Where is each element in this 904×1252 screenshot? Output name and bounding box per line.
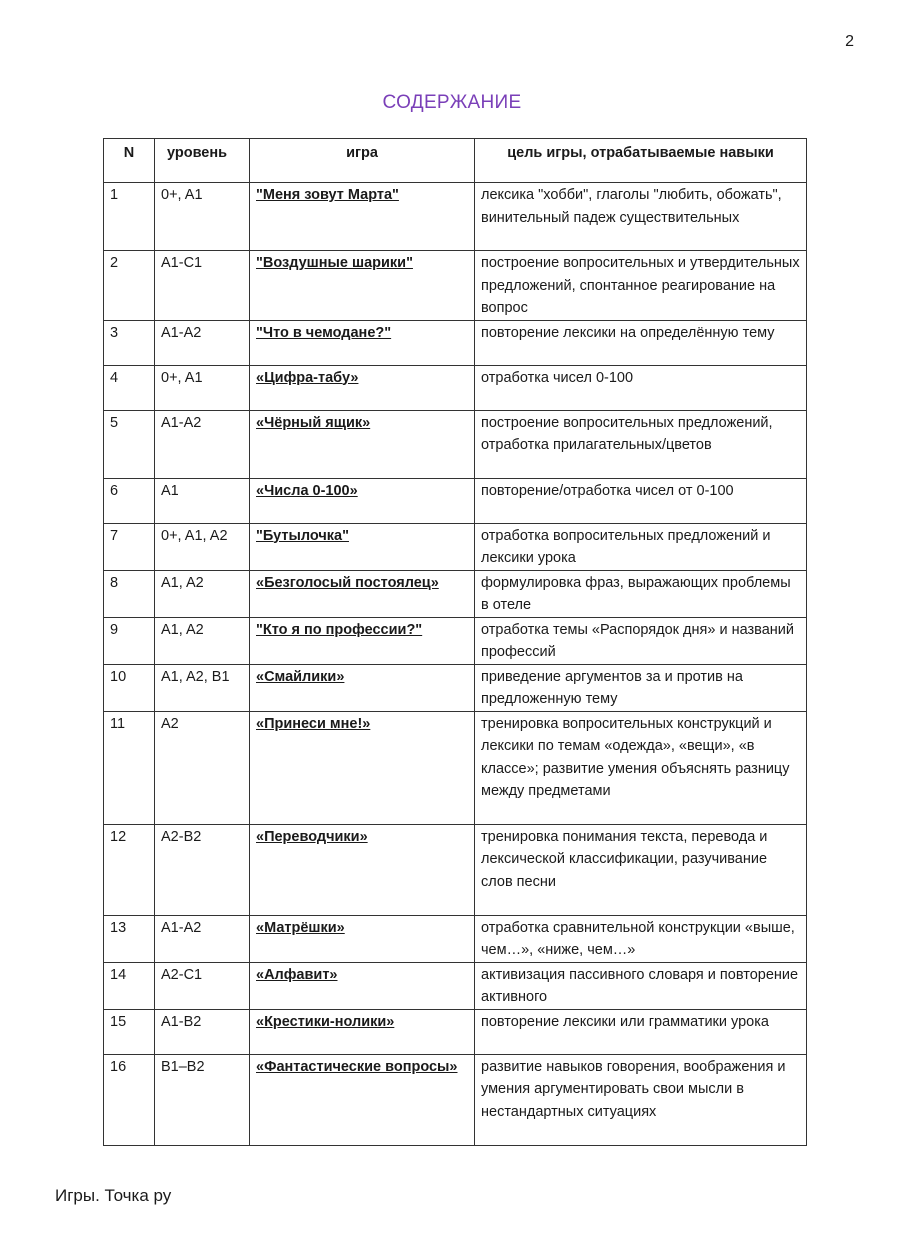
row-game-link[interactable]: «Матрёшки» xyxy=(250,915,475,962)
row-goal: лексика "хобби", глаголы "любить, обожать", винительный падеж существительных xyxy=(475,183,807,251)
row-game-link[interactable]: «Числа 0-100» xyxy=(250,478,475,523)
table-row xyxy=(104,410,807,478)
row-level: A2-C1 xyxy=(155,962,250,1009)
row-number: 15 xyxy=(104,1009,155,1054)
page-number: 2 xyxy=(845,33,854,50)
row-level: A1, A2 xyxy=(155,570,250,617)
row-level: 0+, A1 xyxy=(155,365,250,410)
row-goal: повторение/отработка чисел от 0-100 xyxy=(475,478,807,523)
row-level: A1-A2 xyxy=(155,410,250,478)
row-game-link[interactable]: "Кто я по профессии?" xyxy=(250,617,475,664)
row-goal: построение вопросительных предложений, отработка прилагательных/цветов xyxy=(475,410,807,478)
table-row xyxy=(104,183,807,251)
row-goal: построение вопросительных и утвердительных предложений, спонтанное реагирование на вопрос xyxy=(475,251,807,321)
row-goal: развитие навыков говорения, воображения и умения аргументировать свои мысли в нестандартных ситуациях xyxy=(475,1054,807,1145)
contents-table xyxy=(103,138,807,1146)
row-number: 4 xyxy=(104,365,155,410)
row-game-link[interactable]: «Принеси мне!» xyxy=(250,711,475,824)
row-game-link[interactable]: «Безголосый постоялец» xyxy=(250,570,475,617)
row-game-link[interactable]: «Алфавит» xyxy=(250,962,475,1009)
row-level: A1, A2, B1 xyxy=(155,664,250,711)
header-game: игра xyxy=(250,139,475,183)
row-game-link[interactable]: «Переводчики» xyxy=(250,824,475,915)
table-row xyxy=(104,478,807,523)
row-number: 16 xyxy=(104,1054,155,1145)
row-number: 11 xyxy=(104,711,155,824)
row-number: 9 xyxy=(104,617,155,664)
row-number: 13 xyxy=(104,915,155,962)
row-goal: повторение лексики на определённую тему xyxy=(475,320,807,365)
row-number: 7 xyxy=(104,523,155,570)
row-number: 14 xyxy=(104,962,155,1009)
table-body xyxy=(104,183,807,1146)
row-goal: формулировка фраз, выражающих проблемы в отеле xyxy=(475,570,807,617)
table-row xyxy=(104,523,807,570)
page-title: СОДЕРЖАНИЕ xyxy=(382,92,522,113)
table-row xyxy=(104,251,807,321)
row-number: 1 xyxy=(104,183,155,251)
row-number: 8 xyxy=(104,570,155,617)
table-row xyxy=(104,1009,807,1054)
table-row xyxy=(104,711,807,824)
row-level: A1-B2 xyxy=(155,1009,250,1054)
row-level: B1–B2 xyxy=(155,1054,250,1145)
footer-text: Игры. Точка ру xyxy=(55,1186,172,1205)
row-level: A1 xyxy=(155,478,250,523)
table-row xyxy=(104,617,807,664)
table-row xyxy=(104,962,807,1009)
row-goal: отработка темы «Распорядок дня» и названий профессий xyxy=(475,617,807,664)
table-row xyxy=(104,320,807,365)
row-game-link[interactable]: "Воздушные шарики" xyxy=(250,251,475,321)
row-goal: тренировка понимания текста, перевода и лексической классификации, разучивание слов песни xyxy=(475,824,807,915)
table-header-row xyxy=(104,139,807,183)
table-row xyxy=(104,915,807,962)
row-game-link[interactable]: «Чёрный ящик» xyxy=(250,410,475,478)
row-goal: отработка чисел 0-100 xyxy=(475,365,807,410)
row-level: A1-A2 xyxy=(155,915,250,962)
row-level: 0+, A1, A2 xyxy=(155,523,250,570)
row-level: A1-A2 xyxy=(155,320,250,365)
header-number: N xyxy=(104,139,155,183)
row-number: 12 xyxy=(104,824,155,915)
row-game-link[interactable]: "Бутылочка" xyxy=(250,523,475,570)
row-game-link[interactable]: «Фантастические вопросы» xyxy=(250,1054,475,1145)
row-game-link[interactable]: «Смайлики» xyxy=(250,664,475,711)
row-number: 2 xyxy=(104,251,155,321)
row-goal: повторение лексики или грамматики урока xyxy=(475,1009,807,1054)
table-row xyxy=(104,1054,807,1145)
row-goal: тренировка вопросительных конструкций и лексики по темам «одежда», «вещи», «в классе»; развитие умения объяснять разницу между предметами xyxy=(475,711,807,824)
row-number: 3 xyxy=(104,320,155,365)
row-level: A2-B2 xyxy=(155,824,250,915)
row-game-link[interactable]: "Что в чемодане?" xyxy=(250,320,475,365)
row-number: 5 xyxy=(104,410,155,478)
row-level: A2 xyxy=(155,711,250,824)
table-row xyxy=(104,365,807,410)
row-goal: приведение аргументов за и против на предложенную тему xyxy=(475,664,807,711)
row-number: 10 xyxy=(104,664,155,711)
row-number: 6 xyxy=(104,478,155,523)
row-level: 0+, A1 xyxy=(155,183,250,251)
row-level: A1-C1 xyxy=(155,251,250,321)
row-goal: отработка сравнительной конструкции «выше, чем…», «ниже, чем…» xyxy=(475,915,807,962)
row-game-link[interactable]: "Меня зовут Марта" xyxy=(250,183,475,251)
row-level: A1, A2 xyxy=(155,617,250,664)
table-row xyxy=(104,664,807,711)
table-row xyxy=(104,824,807,915)
row-game-link[interactable]: «Крестики-нолики» xyxy=(250,1009,475,1054)
row-game-link[interactable]: «Цифра-табу» xyxy=(250,365,475,410)
table-row xyxy=(104,570,807,617)
header-goal: цель игры, отрабатываемые навыки xyxy=(475,139,807,183)
header-level: уровень xyxy=(155,139,250,183)
row-goal: отработка вопросительных предложений и лексики урока xyxy=(475,523,807,570)
row-goal: активизация пассивного словаря и повторение активного xyxy=(475,962,807,1009)
